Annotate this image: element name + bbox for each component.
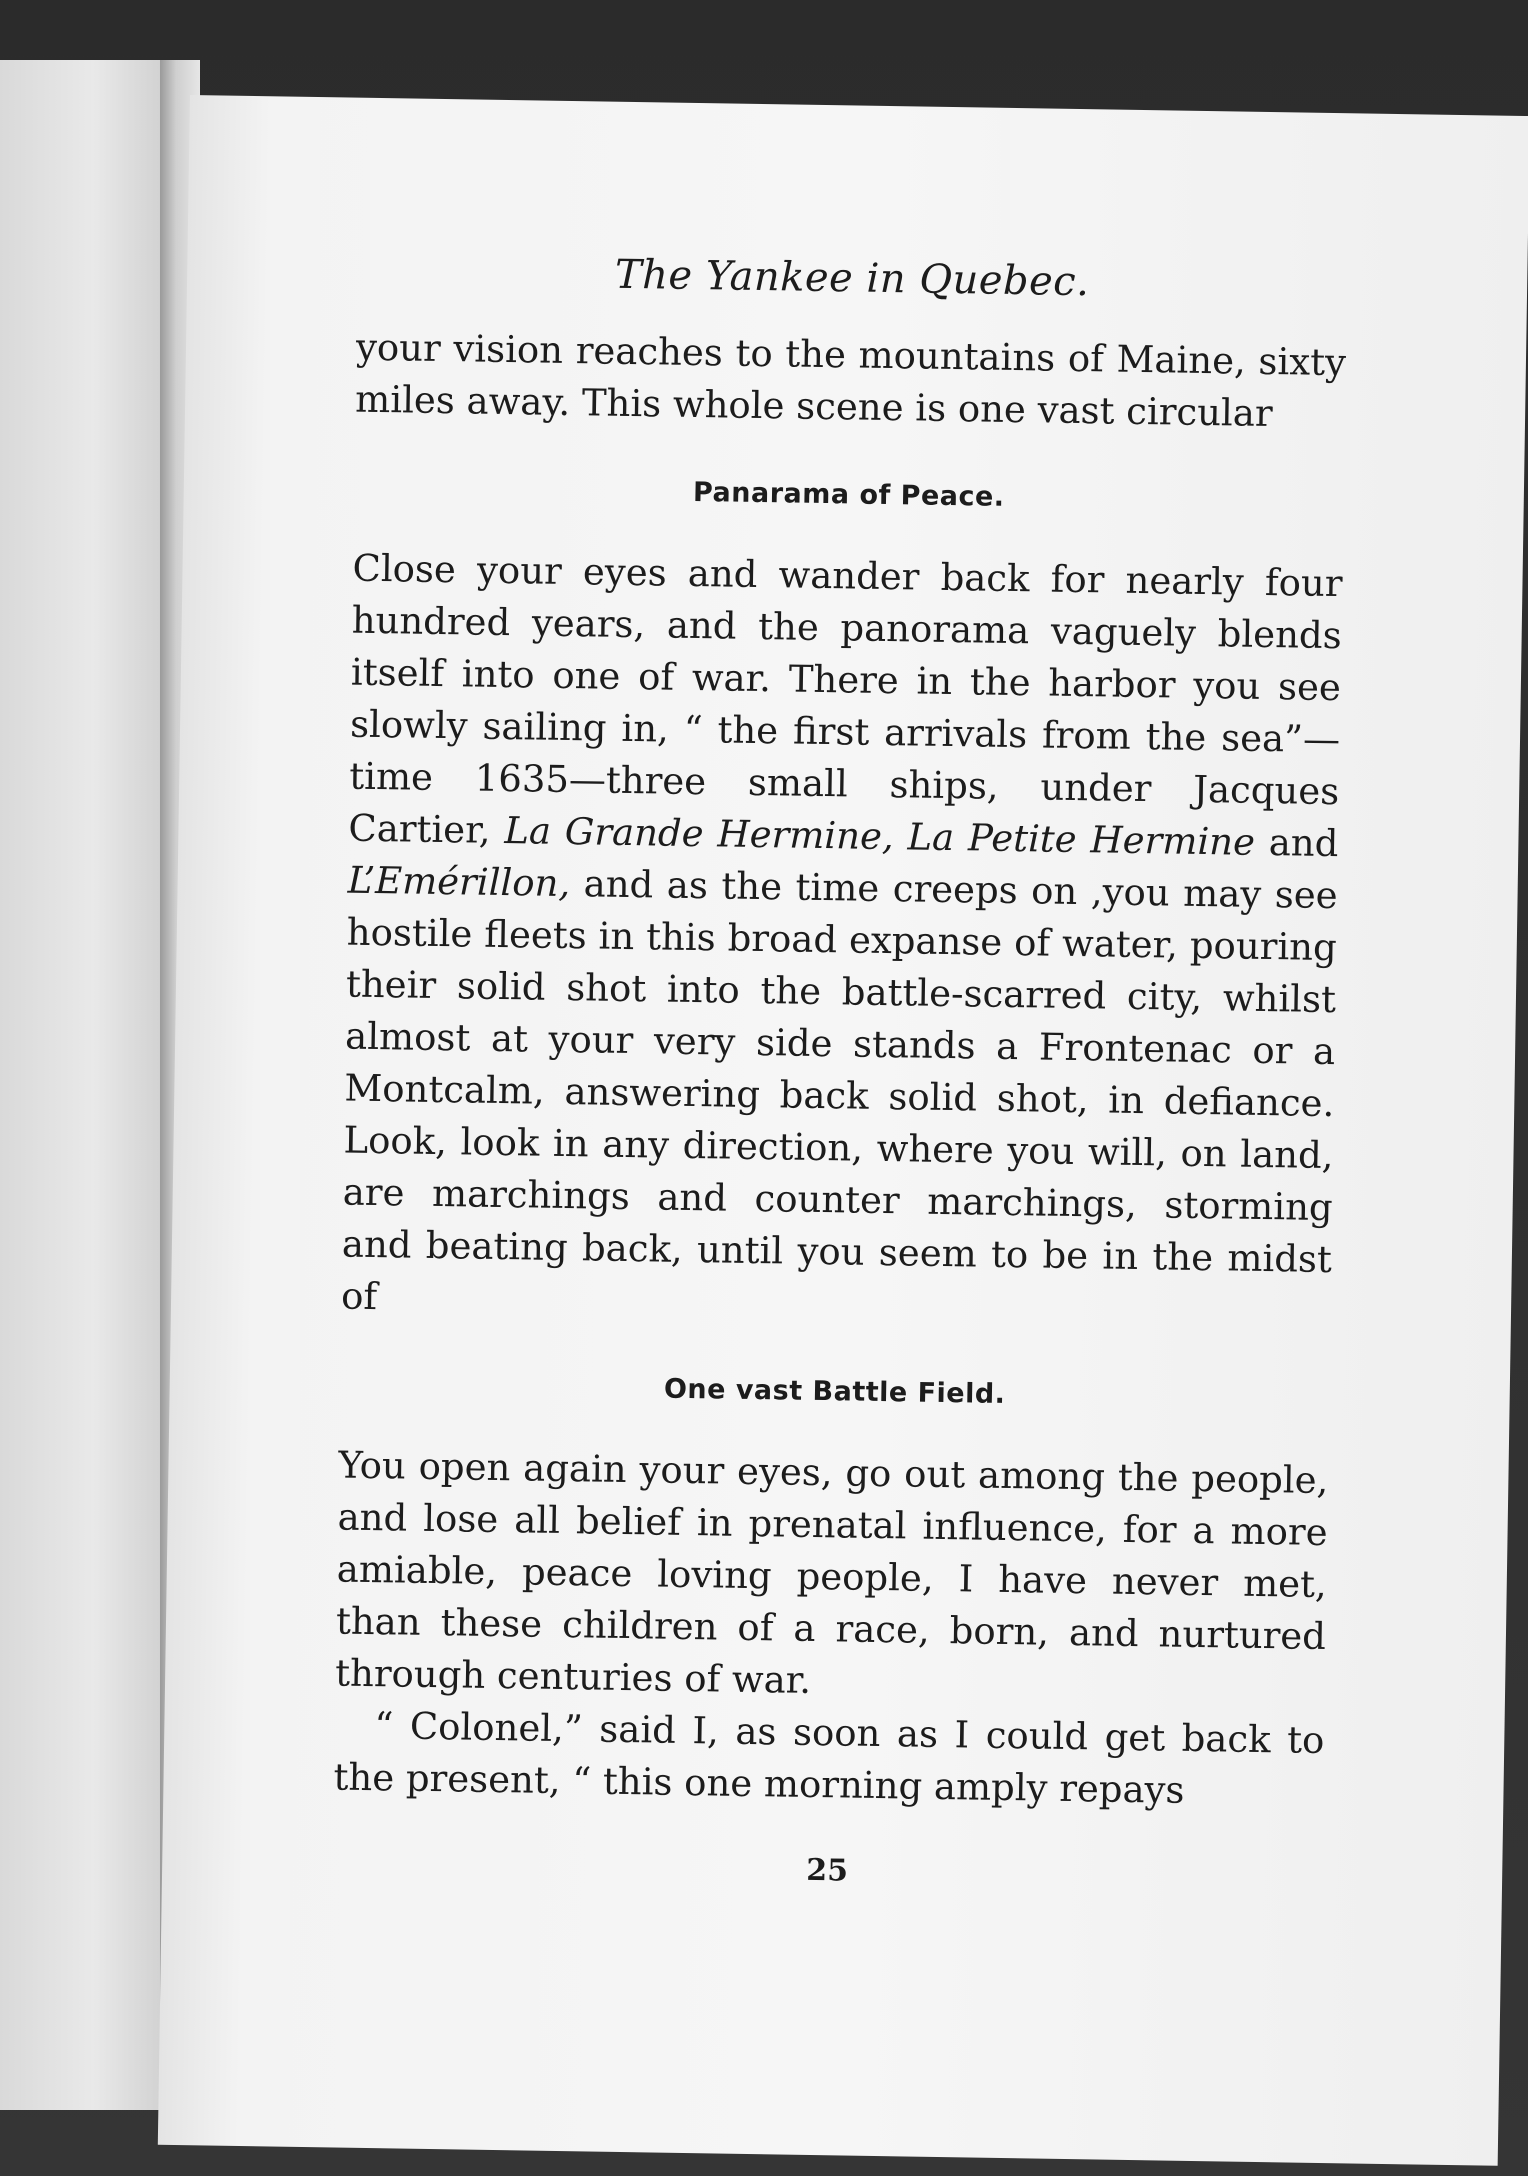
paragraph-2-start: Close your eyes and wander back for nearly four hundred years, and the panorama vaguely blends itself into one of war. There in the harbor you see slowly sailing in, “ the first arrivals from the sea”—time 1635—three small ships, under Jacques Cartier, — [348, 546, 1343, 853]
paragraph-2-end: and as the time creeps on ,you may see hostile fleets in this broad expanse of water, pouring their solid shot into the battle-scarred city, whilst almost at your very side stands a Frontenac or a Montcalm, answering back solid shot, in defiance. Look, look in any direction, where you will, on land, are marchings and counter marchings, storming and beating back, until you seem to be in the midst of — [340, 862, 1338, 1319]
ship-name-2: La Petite Hermine — [907, 815, 1256, 864]
section-heading-peace: Panarama of Peace. — [692, 476, 1005, 513]
paragraph-4: “ Colonel,” said I, as soon as I could get back to the present, “ this one morning amply repays — [333, 1704, 1325, 1812]
paragraph-3: You open again your eyes, go out among the people, and lose all belief in prenatal influence, for a more amiable, peace loving people, I have never met, than these children of a race, born, and nurtured through centuries of war. — [334, 1443, 1329, 1702]
page-number: 25 — [806, 1852, 849, 1889]
ship-name-1: La Grande Hermine, — [504, 809, 895, 859]
book-page — [158, 95, 1528, 2166]
section-heading-battle: One vast Battle Field. — [663, 1373, 1006, 1410]
paragraph-1: your vision reaches to the mountains of Maine, sixty miles away. This whole scene is one vast circular — [354, 325, 1347, 436]
paragraph-2 — [341, 543, 1343, 1338]
running-head: The Yankee in Quebec. — [614, 251, 1090, 306]
ship-name-3: L’Emérillon, — [347, 858, 571, 906]
text-block — [332, 248, 1348, 1926]
facing-page-edge — [0, 60, 170, 2110]
paragraph-2-and: and — [1254, 820, 1339, 866]
